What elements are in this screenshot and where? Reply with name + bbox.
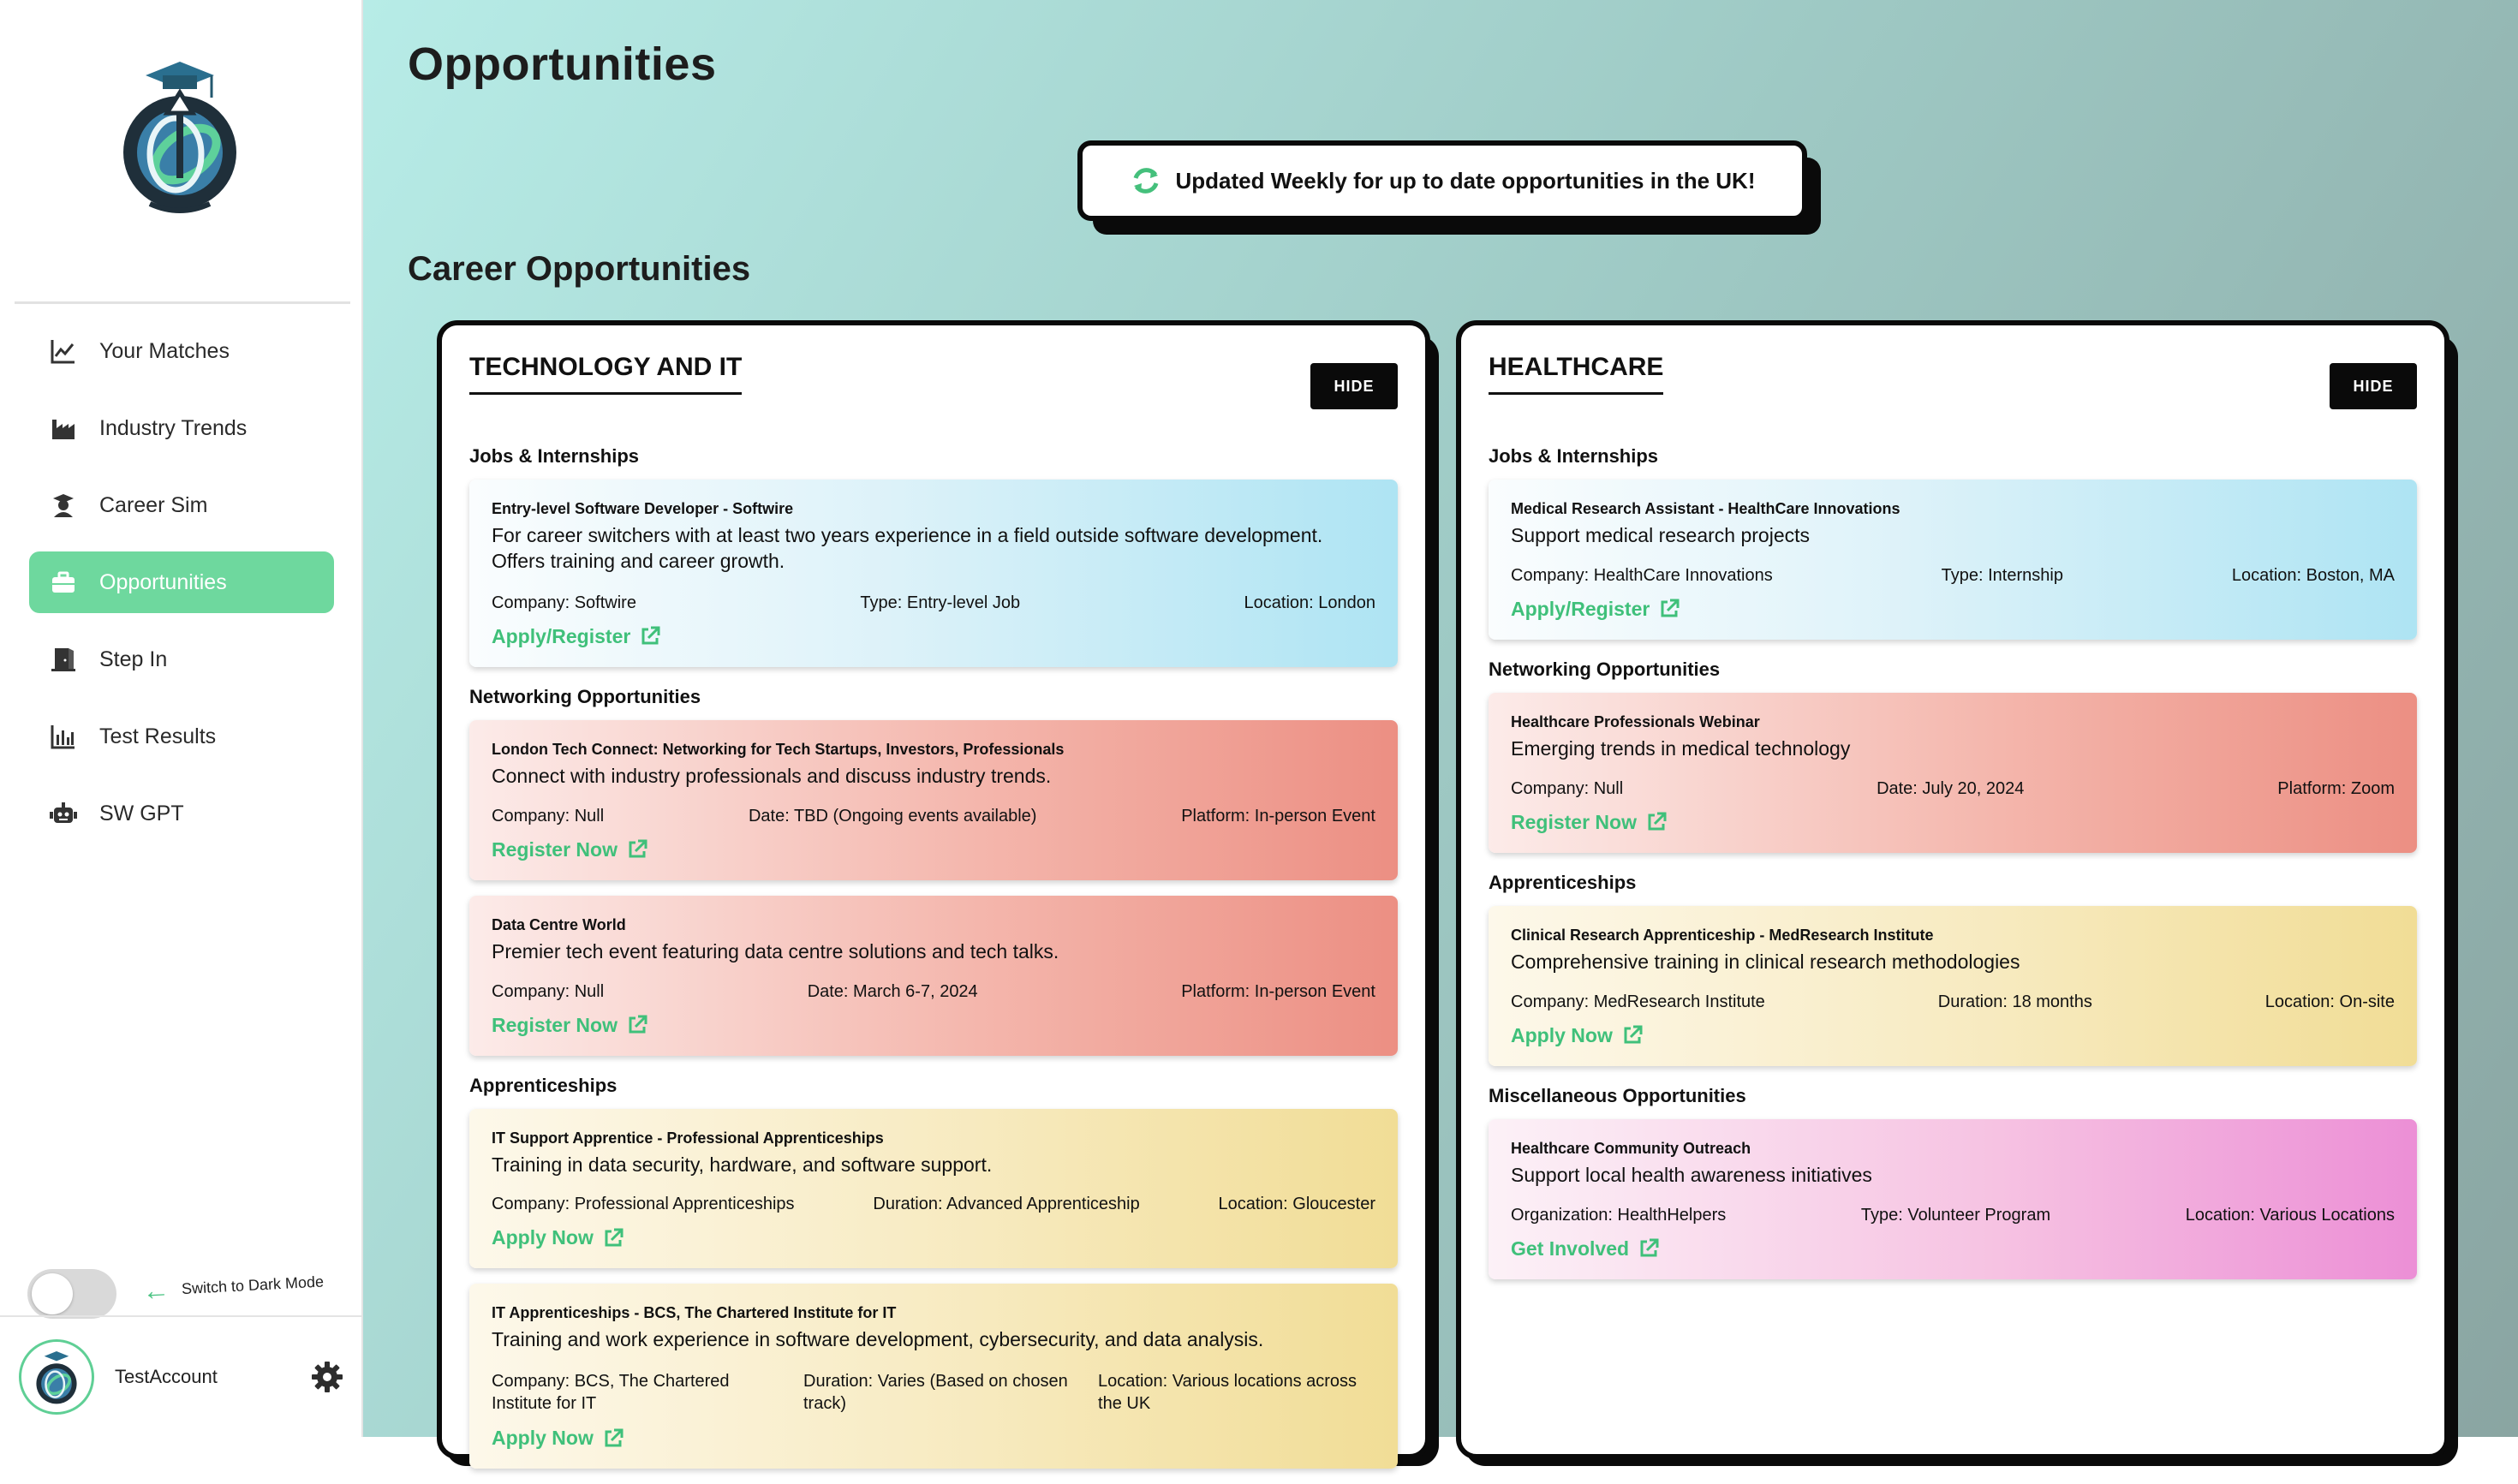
nav-item-opportunities[interactable] xyxy=(29,551,334,613)
card-location: Location: London xyxy=(1244,593,1375,612)
main-content xyxy=(363,0,2518,1450)
opportunity-card xyxy=(469,720,1398,880)
card-company: Company: BCS, The Chartered Institute for IT xyxy=(492,1372,730,1414)
external-link-icon xyxy=(626,838,648,861)
nav-label: Industry Trends xyxy=(99,415,248,440)
sidebar-divider xyxy=(15,301,350,304)
nav-label: SW GPT xyxy=(99,801,184,825)
update-banner xyxy=(1077,140,1807,221)
robot-icon xyxy=(48,798,79,829)
link-label: Apply/Register xyxy=(1511,597,1650,620)
card-location: Location: On-site xyxy=(2264,992,2395,1011)
category-title: Miscellaneous Opportunities xyxy=(1489,1084,1746,1106)
opportunity-card xyxy=(469,480,1398,667)
card-company: Company: Null xyxy=(492,981,605,1001)
nav-item-your-matches[interactable] xyxy=(29,320,334,382)
get-involved-link[interactable] xyxy=(1511,1237,1660,1261)
card-location: Location: Various locations across the UK xyxy=(1098,1372,1357,1414)
card-platform: Platform: In-person Event xyxy=(1181,806,1375,825)
dark-mode-toggle[interactable] xyxy=(27,1269,116,1319)
gear-icon[interactable] xyxy=(310,1360,344,1394)
card-duration: Duration: 18 months xyxy=(1937,992,2092,1011)
section-title: Career Opportunities xyxy=(408,250,751,288)
briefcase-icon xyxy=(48,567,79,598)
nav-label: Opportunities xyxy=(99,569,227,594)
card-description: Training in data security, hardware, and software support. xyxy=(492,1153,993,1176)
banner-text: Updated Weekly for up to date opportunities in the UK! xyxy=(1175,167,1756,194)
panel-title: TECHNOLOGY AND IT xyxy=(469,353,742,395)
opportunity-card xyxy=(1489,480,2417,640)
line-chart-icon xyxy=(48,336,79,367)
card-company: Company: Null xyxy=(492,806,605,825)
card-meta xyxy=(492,593,1375,613)
card-type: Type: Entry-level Job xyxy=(860,593,1021,612)
sidebar xyxy=(0,0,363,1437)
apply-now-link[interactable] xyxy=(492,1226,624,1249)
card-meta xyxy=(492,807,1375,826)
nav-item-test-results[interactable] xyxy=(29,706,334,767)
apply-now-link[interactable] xyxy=(1511,1024,1644,1047)
card-location: Location: Various Locations xyxy=(2185,1205,2395,1225)
nav-item-sw-gpt[interactable] xyxy=(29,783,334,844)
industry-icon xyxy=(48,413,79,444)
hide-button[interactable]: HIDE xyxy=(2330,363,2417,409)
card-meta xyxy=(1511,992,2395,1012)
card-type: Type: Volunteer Program xyxy=(1860,1205,2051,1225)
card-description: Premier tech event featuring data centre solutions and tech talks. xyxy=(492,939,1059,963)
nav-item-career-sim[interactable] xyxy=(29,474,334,536)
card-meta xyxy=(1511,566,2395,586)
card-description: For career switchers with at least two years experience in a field outside software development. Offers training and career growth. xyxy=(492,524,1323,572)
card-title: Clinical Research Apprenticeship - MedResearch Institute xyxy=(1511,926,1934,944)
category-title: Jobs & Internships xyxy=(1489,445,1659,467)
card-title: Healthcare Professionals Webinar xyxy=(1511,712,1760,730)
panel-body xyxy=(469,445,1398,1484)
card-description: Comprehensive training in clinical research methodologies xyxy=(1511,950,2020,973)
panel-title: HEALTHCARE xyxy=(1489,353,1663,395)
opportunity-card xyxy=(469,1109,1398,1269)
card-company: Company: Null xyxy=(1511,778,1624,798)
nav-label: Test Results xyxy=(99,724,217,748)
nav-label: Step In xyxy=(99,647,168,671)
card-title: Medical Research Assistant - HealthCare Innovations xyxy=(1511,500,1900,517)
card-duration: Duration: Advanced Apprenticeship xyxy=(873,1195,1140,1214)
card-description: Connect with industry professionals and discuss industry trends. xyxy=(492,764,1052,787)
card-description: Support medical research projects xyxy=(1511,524,1810,546)
opportunity-card xyxy=(1489,693,2417,853)
external-link-icon xyxy=(1638,1237,1660,1260)
card-platform: Platform: Zoom xyxy=(2277,778,2395,798)
card-date: Date: March 6-7, 2024 xyxy=(807,981,978,1001)
card-location: Location: Gloucester xyxy=(1218,1195,1375,1214)
dark-mode-label: Switch to Dark Mode xyxy=(181,1272,325,1298)
register-now-link[interactable] xyxy=(492,838,648,861)
register-now-link[interactable] xyxy=(1511,811,1668,834)
link-label: Apply/Register xyxy=(492,624,631,647)
card-title: Healthcare Community Outreach xyxy=(1511,1139,1751,1157)
external-link-icon xyxy=(1645,811,1668,833)
card-company: Company: MedResearch Institute xyxy=(1511,992,1765,1011)
card-company: Company: Professional Apprenticeships xyxy=(492,1195,795,1214)
nav-item-step-in[interactable] xyxy=(29,629,334,690)
opportunity-card xyxy=(469,896,1398,1056)
card-title: Data Centre World xyxy=(492,915,626,933)
card-company: Company: HealthCare Innovations xyxy=(1511,565,1773,585)
opportunity-card xyxy=(469,1284,1398,1469)
panel-healthcare xyxy=(1456,320,2449,1459)
card-date: Date: TBD (Ongoing events available) xyxy=(748,806,1037,825)
arrow-left-icon: ← xyxy=(141,1273,171,1307)
apply-register-link[interactable] xyxy=(1511,598,1680,621)
link-label: Register Now xyxy=(492,837,618,861)
card-meta xyxy=(1511,779,2395,799)
card-location: Location: Boston, MA xyxy=(2231,565,2395,585)
external-link-icon xyxy=(626,1014,648,1036)
category-title: Apprenticeships xyxy=(469,1074,618,1096)
toggle-knob xyxy=(32,1273,73,1314)
card-title: IT Apprenticeships - BCS, The Chartered Institute for IT xyxy=(492,1304,897,1322)
panel-body xyxy=(1489,445,2417,1295)
apply-now-link[interactable] xyxy=(492,1427,624,1450)
card-meta xyxy=(492,982,1375,1002)
account-divider xyxy=(0,1315,363,1317)
external-link-icon xyxy=(602,1227,624,1249)
card-description: Training and work experience in software development, cybersecurity, and data analysis. xyxy=(492,1328,1264,1351)
link-label: Get Involved xyxy=(1511,1237,1630,1260)
avatar[interactable] xyxy=(19,1339,94,1415)
card-meta xyxy=(492,1195,1375,1214)
nav-label: Career Sim xyxy=(99,492,208,517)
register-now-link[interactable] xyxy=(492,1014,648,1037)
card-company: Company: Softwire xyxy=(492,593,636,612)
panel-technology xyxy=(437,320,1430,1459)
opportunity-card xyxy=(1489,906,2417,1066)
card-organization: Organization: HealthHelpers xyxy=(1511,1205,1727,1225)
door-icon xyxy=(48,644,79,675)
external-link-icon xyxy=(602,1427,624,1450)
nav-label: Your Matches xyxy=(99,338,230,363)
panel-header xyxy=(1489,353,2417,413)
card-type: Type: Internship xyxy=(1941,565,2063,585)
category-title: Jobs & Internships xyxy=(469,445,640,467)
account-bar xyxy=(19,1338,344,1415)
category-title: Networking Opportunities xyxy=(1489,658,1721,680)
sidebar-nav xyxy=(29,320,334,860)
account-name: TestAccount xyxy=(115,1366,218,1387)
panel-header xyxy=(469,353,1398,413)
card-platform: Platform: In-person Event xyxy=(1181,981,1375,1001)
app-logo[interactable] xyxy=(116,50,244,218)
nav-item-industry-trends[interactable] xyxy=(29,397,334,459)
external-link-icon xyxy=(1658,598,1680,620)
card-meta xyxy=(1511,1206,2395,1225)
external-link-icon xyxy=(639,625,661,647)
link-label: Register Now xyxy=(492,1013,618,1036)
card-description: Emerging trends in medical technology xyxy=(1511,736,1851,760)
link-label: Apply Now xyxy=(492,1427,594,1450)
link-label: Apply Now xyxy=(1511,1023,1613,1046)
category-title: Apprenticeships xyxy=(1489,871,1637,893)
card-title: IT Support Apprentice - Professional Apprenticeships xyxy=(492,1129,884,1147)
external-link-icon xyxy=(1621,1024,1644,1046)
card-title: Entry-level Software Developer - Softwire xyxy=(492,500,794,517)
card-meta xyxy=(492,1370,1375,1415)
card-date: Date: July 20, 2024 xyxy=(1877,778,2025,798)
card-description: Support local health awareness initiatives xyxy=(1511,1163,1872,1186)
page-title: Opportunities xyxy=(408,39,717,90)
link-label: Register Now xyxy=(1511,810,1637,833)
card-duration: Duration: Varies (Based on chosen track) xyxy=(803,1372,1068,1414)
category-title: Networking Opportunities xyxy=(469,685,701,707)
hide-button[interactable]: HIDE xyxy=(1310,363,1398,409)
apply-register-link[interactable] xyxy=(492,625,661,648)
opportunity-card xyxy=(1489,1119,2417,1279)
graduate-icon xyxy=(48,490,79,521)
bar-chart-icon xyxy=(48,721,79,752)
refresh-icon xyxy=(1130,164,1162,197)
link-label: Apply Now xyxy=(492,1226,594,1249)
dark-mode-hint xyxy=(141,1266,325,1307)
card-title: London Tech Connect: Networking for Tech Startups, Investors, Professionals xyxy=(492,740,1065,758)
